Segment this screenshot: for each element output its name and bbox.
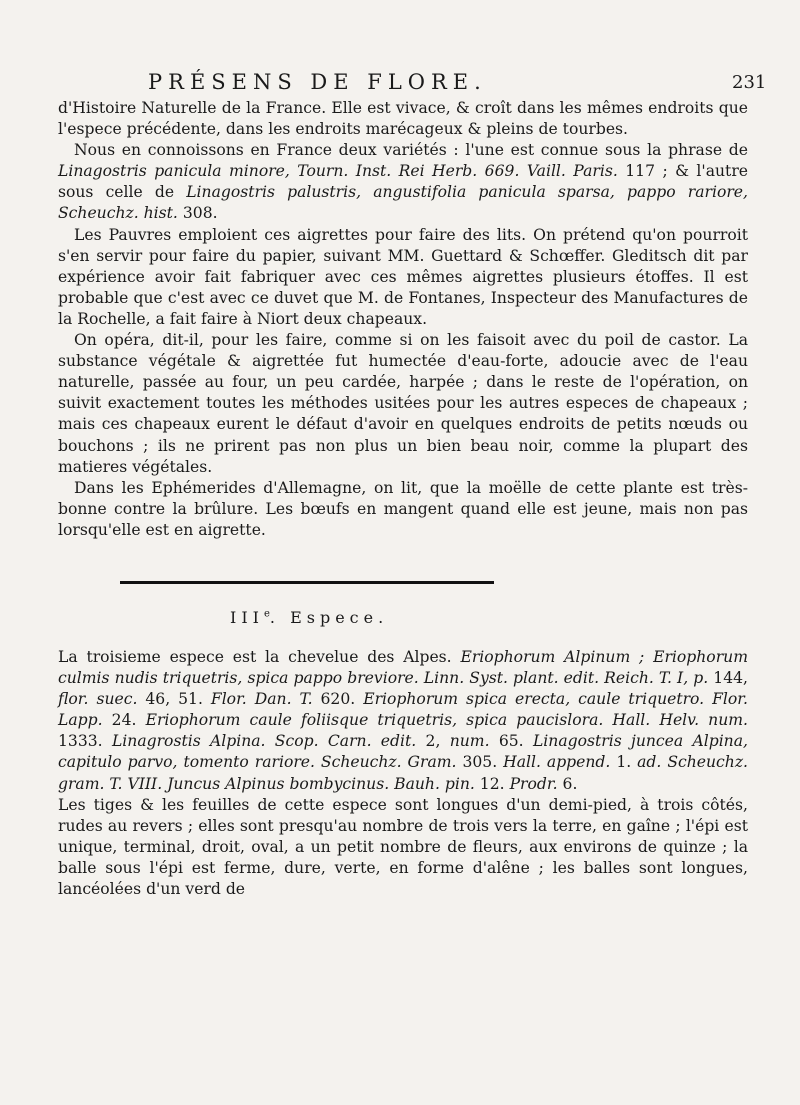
- paragraph: [58, 647, 748, 795]
- text-run: 24.: [102, 711, 146, 730]
- italic-citation: flor. suec.: [58, 690, 138, 709]
- paragraph: [58, 795, 748, 900]
- text-run: Dans les Ephémerides d'Allemagne, on lit, que la moëlle de cette plante est très-bonne contre la brûlure. Les bœufs en mangent quand elle est jeune, mais non pas lorsqu'elle est en aigrette.: [58, 478, 748, 539]
- section-heading: [230, 608, 388, 627]
- section-heading-numeral: III: [230, 608, 264, 627]
- text-run: On opéra, dit-il, pour les faire, comme si on les faisoit avec du poil de castor. La substance végétale & aigrettée fut humectée d'eau-forte, adoucie avec de l'eau naturelle, passée au four, un peu cardée, harpée ; dans le reste de l'opération, on suivit exactement toutes les méthodes usitées pour les autres especes de chapeaux ; mais ces chapeaux eurent le défaut d'avoir en quelques endroits de petits nœuds ou bouchons ; ils ne prirent pas non plus un bien beau noir, comme la plupart des matieres végétales.: [58, 331, 748, 476]
- text-run: 46, 51.: [137, 690, 211, 709]
- paragraph: [58, 98, 748, 140]
- text-run: Les Pauvres emploient ces aigrettes pour faire des lits. On prétend qu'on pourroit s'en servir pour faire du papier, suivant MM. Guettard & Schœffer. Gleditsch dit par expérience avoir fait fabriquer avec ces mêmes aigrettes plusieurs étoffes. Il est probable que c'est avec ce duvet que M. de Fontanes, Inspecteur des Manufactures de la Rochelle, a fait faire à Niort deux chapeaux.: [58, 225, 748, 328]
- italic-citation: Prodr.: [509, 774, 558, 793]
- italic-citation: Linagrostis Alpina. Scop. Carn. edit.: [111, 732, 417, 751]
- body-text-top: [58, 98, 748, 541]
- text-run: 308.: [177, 204, 218, 223]
- italic-citation: Eriophorum caule foliisque triquetris, spica paucislora. Hall. Helv. num.: [145, 711, 748, 730]
- text-run: 620.: [312, 690, 364, 709]
- text-run: 1333.: [58, 732, 112, 751]
- text-run: 12.: [474, 774, 510, 793]
- italic-citation: num.: [449, 732, 490, 751]
- section-divider-rule: [120, 581, 494, 584]
- paragraph: [58, 140, 748, 224]
- text-run: 305.: [456, 753, 504, 772]
- italic-citation: Flor. Dan. T.: [210, 690, 313, 709]
- text-run: Les tiges & les feuilles de cette espece sont longues d'un demi-pied, à trois côtés, rudes au revers ; elles sont presqu'au nombre de trois vers la terre, en gaîne ; l'épi est unique, terminal, droit, oval, a un petit nombre de fleurs, aux environs de quinze ; la balle sous l'épi est ferme, dure, verte, en forme d'alêne ; les balles sont longues, lancéolées d'un verd de: [58, 795, 748, 899]
- italic-citation: ad. Scheuchz. gram. T. VIII. Juncus Alpinus bombycinus. Bauh. pin.: [58, 753, 748, 793]
- italic-citation: Linagostris panicula minore, Tourn. Inst. Rei Herb. 669. Vaill. Paris.: [58, 162, 618, 181]
- paragraph: [58, 225, 748, 330]
- text-run: 117 ; & l'autre sous celle de: [58, 162, 748, 202]
- italic-citation: Linagostris juncea Alpina, capitulo parvo, tomento rariore. Scheuchz. Gram.: [58, 732, 748, 772]
- italic-citation: Hall. append.: [503, 753, 611, 772]
- page-number: 231: [732, 72, 767, 93]
- italic-citation: Linagostris palustris, angustifolia panicula sparsa, pappo rariore, Scheuchz. hist.: [58, 183, 748, 223]
- text-run: 144,: [708, 669, 748, 688]
- text-run: 1.: [610, 753, 638, 772]
- italic-citation: Eriophorum spica erecta, caule triquetro. Flor. Lapp.: [58, 690, 748, 730]
- section-heading-superscript: e: [263, 608, 270, 620]
- paragraph: [58, 330, 748, 478]
- text-run: 2,: [416, 732, 450, 751]
- italic-citation: Eriophorum Alpinum ; Eriophorum culmis nudis triquetris, spica pappo breviore. Linn. Syst. plant. edit. Reich. T. I, p.: [58, 648, 748, 688]
- running-head: [0, 70, 800, 100]
- text-run: 65.: [489, 732, 533, 751]
- body-text-bottom: [58, 647, 748, 900]
- text-run: d'Histoire Naturelle de la France. Elle est vivace, & croît dans les mêmes endroits que l'espece précédente, dans les endroits marécageux & pleins de tourbes.: [58, 99, 748, 139]
- paragraph: [58, 478, 748, 541]
- text-run: Nous en connoissons en France deux variétés : l'une est connue sous la phrase de: [74, 141, 748, 160]
- text-run: La troisieme espece est la chevelue des Alpes.: [58, 648, 461, 666]
- section-heading-label: . Espece.: [269, 608, 389, 627]
- running-title: PRÉSENS DE FLORE.: [148, 70, 487, 94]
- text-run: 6.: [557, 774, 578, 793]
